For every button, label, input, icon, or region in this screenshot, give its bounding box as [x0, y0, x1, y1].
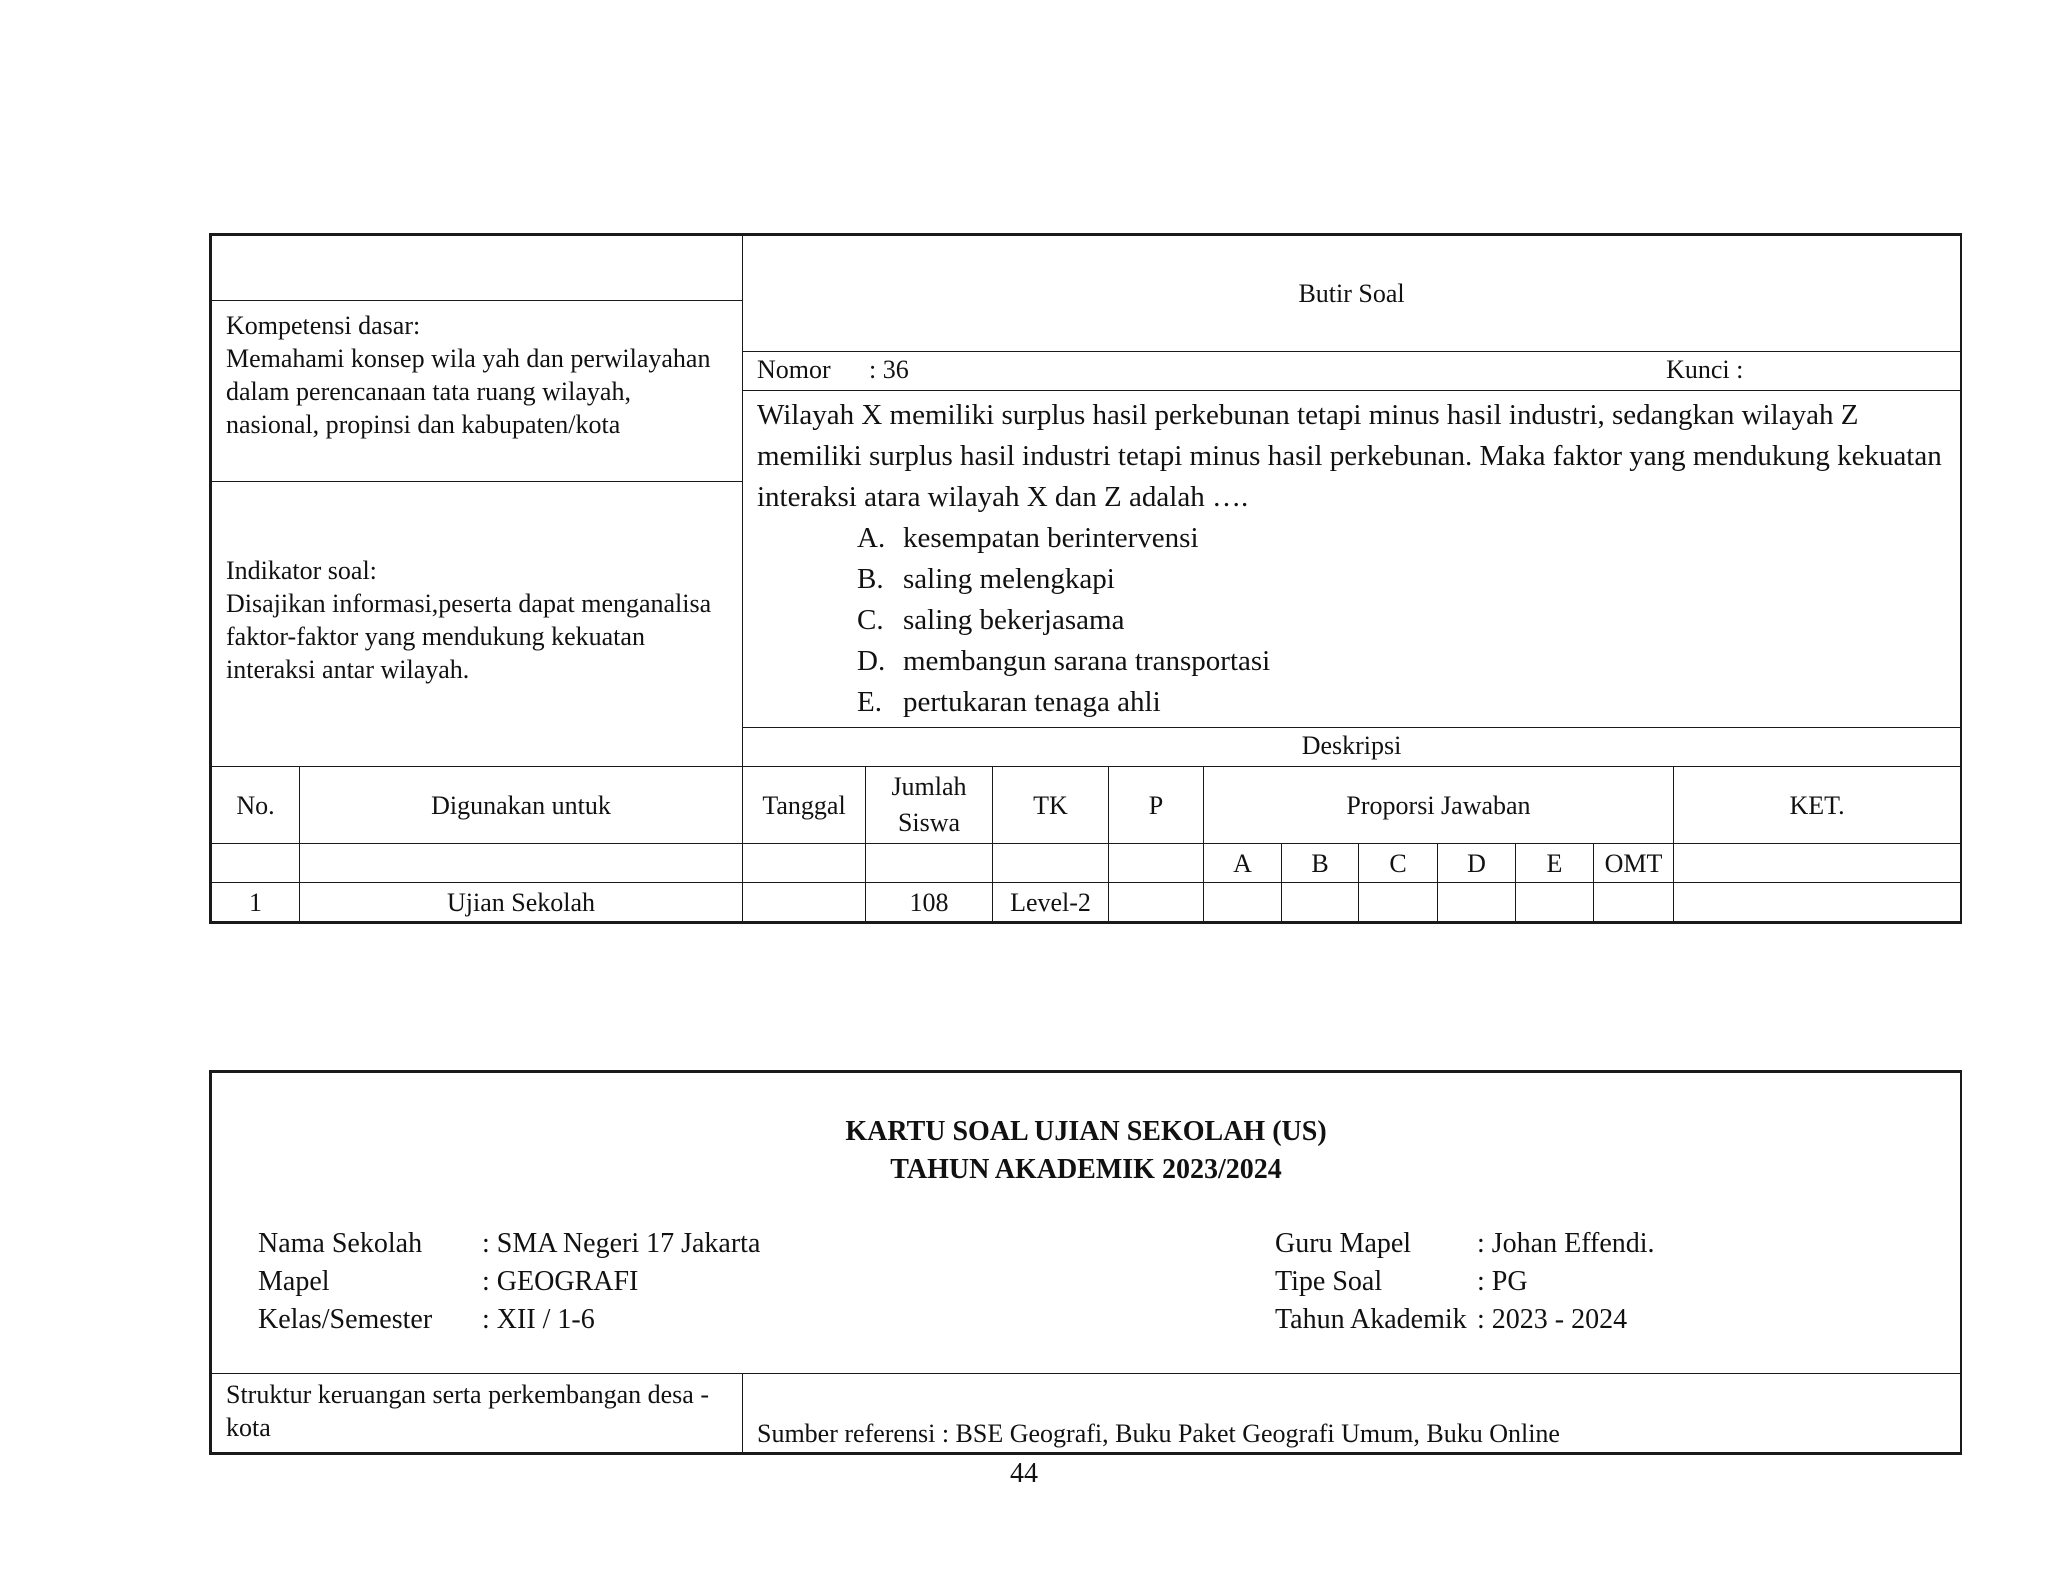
subheader-blank: [212, 844, 300, 883]
sumber-text: Sumber referensi : BSE Geografi, Buku Paket Geografi Umum, Buku Online: [757, 1419, 1560, 1448]
row-no: 1: [212, 883, 300, 922]
proporsi-col-omt: OMT: [1594, 844, 1674, 883]
row-tk: Level-2: [993, 883, 1109, 922]
indikator-cell: [212, 482, 743, 767]
table-row: [212, 883, 1961, 922]
option-b: B. saling melengkapi: [857, 563, 1115, 595]
subheader-blank: [300, 844, 743, 883]
row-d: [1438, 883, 1516, 922]
struktur-text: Struktur keruangan serta perkembangan desa -kota: [226, 1380, 709, 1442]
butir-soal-header: [743, 236, 1961, 352]
row-a: [1204, 883, 1282, 922]
proporsi-col-c: C: [1359, 844, 1438, 883]
header-p: P: [1109, 767, 1204, 844]
nama-sekolah-value: : SMA Negeri 17 Jakarta: [482, 1228, 761, 1259]
kompetensi-text: Memahami konsep wila yah dan perwilayahan dalam perencanaan tata ruang wilayah, nasional, propinsi dan kabupaten/kota: [226, 344, 711, 439]
question-table: [211, 235, 1961, 922]
header-tk: TK: [993, 767, 1109, 844]
kartu-soal-table: [211, 1072, 1961, 1453]
tahun-akademik-label: Tahun Akademik: [1275, 1304, 1467, 1335]
kartu-title: [212, 1113, 1960, 1189]
nomor-label: Nomor: [757, 355, 831, 384]
proporsi-col-d: D: [1438, 844, 1516, 883]
row-e: [1516, 883, 1594, 922]
question-cell: [743, 391, 1961, 728]
question-card: [209, 233, 1962, 924]
tipe-soal-value: : PG: [1477, 1266, 1528, 1297]
deskripsi-cell: [743, 728, 1961, 767]
header-ket: KET.: [1674, 767, 1961, 844]
subheader-blank: [1109, 844, 1204, 883]
indikator-label: Indikator soal:: [226, 556, 377, 585]
nomor-value: : 36: [869, 355, 909, 384]
header-proporsi: Proporsi Jawaban: [1204, 767, 1674, 844]
deskripsi-label: Deskripsi: [1301, 731, 1402, 760]
struktur-cell: [212, 1374, 743, 1453]
row-jumlah: 108: [866, 883, 993, 922]
school-info: [258, 1225, 760, 1339]
mapel-label: Mapel: [258, 1266, 330, 1297]
proporsi-col-e: E: [1516, 844, 1594, 883]
kompetensi-cell: [212, 301, 743, 482]
kunci-label: Kunci :: [1666, 355, 1744, 384]
header-no: No.: [212, 767, 300, 844]
row-tanggal: [743, 883, 866, 922]
proporsi-col-b: B: [1282, 844, 1359, 883]
guru-mapel-label: Guru Mapel: [1275, 1228, 1412, 1259]
nama-sekolah-label: Nama Sekolah: [258, 1228, 423, 1259]
kartu-title-line1: KARTU SOAL UJIAN SEKOLAH (US): [845, 1116, 1327, 1147]
subheader-blank: [866, 844, 993, 883]
row-omt: [1594, 883, 1674, 922]
proporsi-col-a: A: [1204, 844, 1282, 883]
option-e: E. pertukaran tenaga ahli: [857, 686, 1161, 718]
teacher-info: [1275, 1225, 1655, 1339]
row-ket: [1674, 883, 1961, 922]
tahun-akademik-value: : 2023 - 2024: [1477, 1304, 1628, 1335]
option-a: A. kesempatan berintervensi: [857, 522, 1199, 554]
sumber-cell: [743, 1374, 1961, 1453]
kompetensi-label: Kompetensi dasar:: [226, 311, 421, 340]
kelas-value: : XII / 1-6: [482, 1304, 595, 1335]
blank-header-cell: [212, 236, 743, 301]
subheader-blank: [743, 844, 866, 883]
subheader-blank: [1674, 844, 1961, 883]
question-text: Wilayah X memiliki surplus hasil perkebunan tetapi minus hasil industri, sedangkan wilayah Z memiliki surplus hasil industri tetapi minus hasil perkebunan. Maka faktor yang mendukung kekuatan interaksi atara wilayah X dan Z adalah ….: [757, 399, 1942, 513]
kelas-label: Kelas/Semester: [258, 1304, 433, 1335]
mapel-value: : GEOGRAFI: [482, 1266, 639, 1297]
tipe-soal-label: Tipe Soal: [1275, 1266, 1383, 1297]
header-jumlah-siswa: Jumlah Siswa: [866, 767, 993, 844]
options-list: [757, 518, 1946, 723]
kartu-title-line2: TAHUN AKADEMIK 2023/2024: [890, 1154, 1282, 1185]
row-c: [1359, 883, 1438, 922]
kartu-header-cell: [212, 1073, 1961, 1374]
subheader-blank: [993, 844, 1109, 883]
nomor-row: [743, 352, 1961, 391]
option-c: C. saling bekerjasama: [857, 604, 1125, 636]
butir-soal-label: Butir Soal: [1298, 279, 1405, 308]
header-tanggal: Tanggal: [743, 767, 866, 844]
row-b: [1282, 883, 1359, 922]
option-d: D. membangun sarana transportasi: [857, 645, 1271, 677]
page-number: 44: [1010, 1458, 1038, 1489]
indikator-text: Disajikan informasi,peserta dapat menganalisa faktor-faktor yang mendukung kekuatan interaksi antar wilayah.: [226, 589, 712, 684]
header-digunakan: Digunakan untuk: [300, 767, 743, 844]
row-digunakan: Ujian Sekolah: [300, 883, 743, 922]
guru-mapel-value: : Johan Effendi.: [1477, 1228, 1655, 1259]
kartu-soal-card: [209, 1070, 1962, 1455]
row-p: [1109, 883, 1204, 922]
